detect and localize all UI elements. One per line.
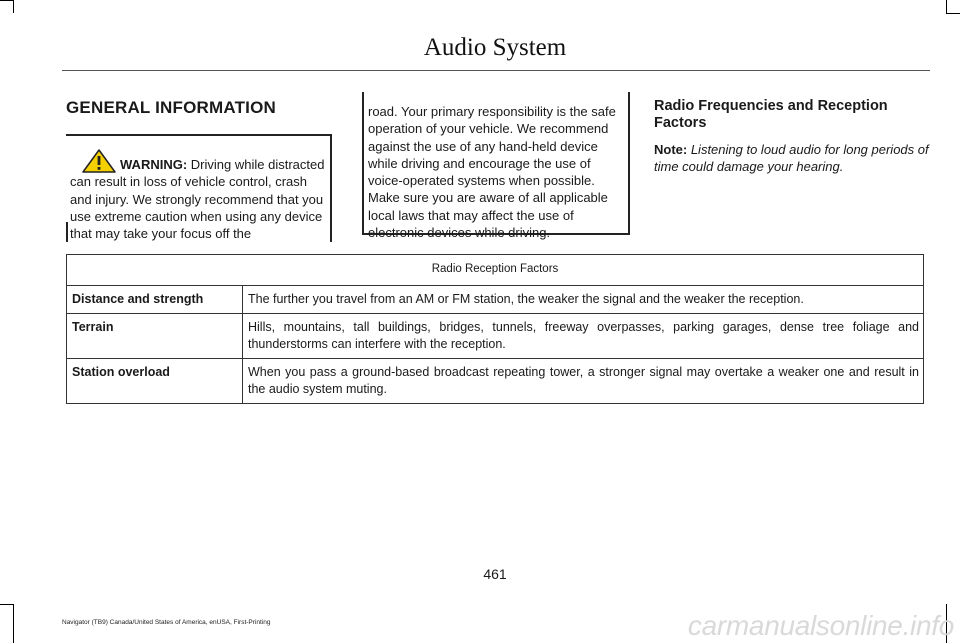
table-title: Radio Reception Factors [67,255,924,286]
factor-name: Terrain [67,314,243,359]
crop-mark [946,13,960,14]
footer-text: Navigator (TB9) Canada/United States of America, enUSA, First-Printing [62,619,271,626]
crop-mark [0,0,13,1]
crop-mark [13,604,14,643]
table-row [67,314,924,359]
header-divider [62,70,930,71]
crop-mark [13,0,14,13]
page-header-title: Audio System [423,34,567,61]
warning-paragraph [70,149,330,242]
warning-label: WARNING: [120,157,188,172]
note-paragraph [654,141,929,176]
factor-description: The further you travel from an AM or FM station, the weaker the signal and the weaker the reception. [243,285,924,314]
note-label: Note: [654,142,688,157]
crop-mark [0,604,13,605]
watermark: carmanualsonline.info [687,610,954,641]
table-header-row [67,255,924,286]
warning-triangle-icon [82,149,116,173]
note-text: Listening to loud audio for long periods of time could damage your hearing. [654,142,929,175]
factor-name: Station overload [67,359,243,404]
warning-continued-text: road. Your primary responsibility is the safe operation of your vehicle. We recommend against the use of any hand-held device while driving and encourage the use of voice-operated systems when possible. Make sure you are aware of all applicable local laws that may affect the use of electronic devices while driving. [368,104,616,241]
page-number: 461 [483,566,507,582]
factor-description: Hills, mountains, tall buildings, bridges, tunnels, freeway overpasses, parking garages, dense tree foliage and thunderstorms can interfere with the reception. [243,314,924,359]
warning-box-border-left [66,222,68,242]
subsection-heading: Radio Frequencies and Reception Factors [654,98,888,131]
warning-text: Driving while distracted can result in loss of vehicle control, crash and injury. We strongly recommend that you use extreme caution when using any device that may take your focus off the [70,157,325,242]
table-row [67,285,924,314]
reception-factors-table [66,254,924,404]
factor-description: When you pass a ground-based broadcast repeating tower, a stronger signal may overtake a weaker one and result in the audio system muting. [243,359,924,404]
section-heading: GENERAL INFORMATION [66,98,276,117]
factor-name: Distance and strength [67,285,243,314]
table-row [67,359,924,404]
crop-mark [946,0,947,13]
